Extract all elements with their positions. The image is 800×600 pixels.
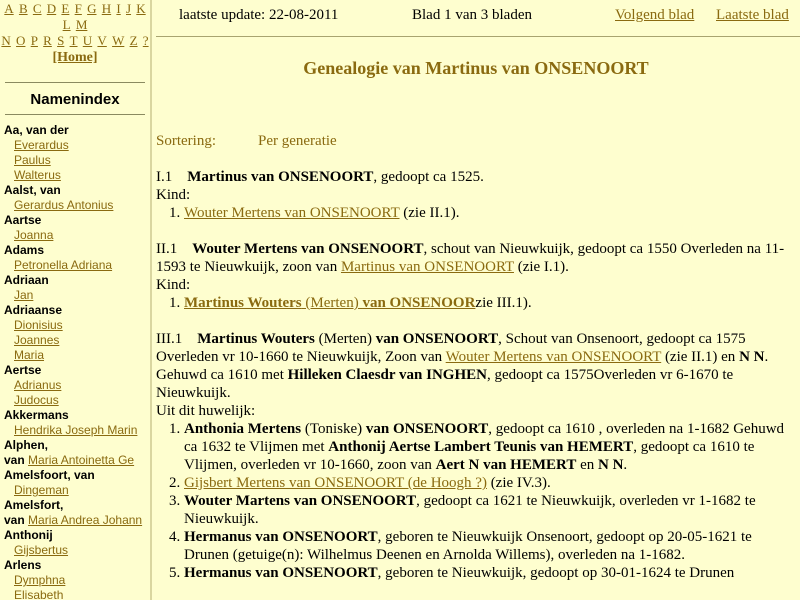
index-person-link[interactable]: Maria xyxy=(14,348,45,362)
marriage xyxy=(156,366,796,402)
index-family xyxy=(4,273,150,288)
index-person-link[interactable]: Joanna xyxy=(14,228,54,242)
index-family xyxy=(4,183,150,198)
letter-link-l[interactable]: L xyxy=(62,17,71,32)
kind-label: Kind: xyxy=(156,187,191,203)
index-person-link[interactable]: Elisabeth xyxy=(14,588,64,600)
list-item xyxy=(184,294,796,312)
main-content xyxy=(156,36,796,582)
letter-link-e[interactable]: E xyxy=(61,1,70,16)
child-surname: van ONSENOORT xyxy=(365,421,489,437)
index-person-link[interactable]: Paulus xyxy=(14,153,51,167)
child-name: Wouter Martens van ONSENOORT xyxy=(184,493,417,509)
child-link[interactable]: Wouter Mertens van ONSENOORT xyxy=(184,205,400,221)
father-link[interactable]: Wouter Mertens van ONSENOORT xyxy=(445,349,662,365)
index-family xyxy=(4,498,150,513)
index-family xyxy=(4,408,150,423)
children-list xyxy=(156,420,796,582)
letter-link-g[interactable]: G xyxy=(87,1,97,16)
family-name: Arlens xyxy=(4,558,42,572)
letter-link-u[interactable]: U xyxy=(82,33,93,48)
family-name: Aertse xyxy=(4,363,42,377)
person-details: , schout van Nieuwkuijk, gedoopt ca 1550 Overleden na 11-1593 te Nieuwkuijk, zoon van xyxy=(156,241,785,275)
list-item xyxy=(184,564,796,582)
child-ref: (zie IV.3). xyxy=(486,475,551,491)
father-ref: (zie II.1) en xyxy=(661,349,740,365)
index-given-item xyxy=(4,378,150,393)
spouse-mother: N N xyxy=(598,457,624,473)
person-nickname: (Merten) xyxy=(314,331,376,347)
child-link[interactable]: Gijsbert Mertens van ONSENOORT (de Hoogh ?) xyxy=(184,475,487,491)
index-family xyxy=(4,303,150,318)
person-details: , gedoopt ca 1525. xyxy=(373,169,484,185)
letter-link-n[interactable]: N xyxy=(1,33,11,48)
letter-link-w[interactable]: W xyxy=(112,33,125,48)
next-page-link[interactable]: Volgend blad xyxy=(615,7,695,23)
index-given-item xyxy=(4,543,150,558)
child-details: , gedoopt ca 1610 , overleden na 1-1682 Gehuwd ca 1632 te Vlijmen met xyxy=(184,421,785,455)
home-link-wrap xyxy=(0,50,150,66)
index-person-link[interactable]: Judocus xyxy=(14,393,59,407)
index-given-item xyxy=(4,333,150,348)
sorting-value: Per generatie xyxy=(258,133,337,149)
kind-label: Kind: xyxy=(156,277,191,293)
child-link-name: Martinus Wouters xyxy=(184,295,302,311)
index-person-link[interactable]: Maria Andrea Johann xyxy=(28,513,143,527)
top-bar xyxy=(156,0,800,37)
alphabet-row-1 xyxy=(0,1,150,33)
letter-link-s[interactable]: S xyxy=(57,33,65,48)
index-person-link[interactable]: Dingeman xyxy=(14,483,69,497)
entry-number: III.1 xyxy=(156,331,183,347)
index-given-item xyxy=(4,153,150,168)
family-name: Alphen, xyxy=(4,438,48,452)
entry-number: I.1 xyxy=(156,169,173,185)
letter-link-b[interactable]: B xyxy=(18,1,28,16)
spouse-details: , gedoopt ca 1575Overleden vr 6-1670 te Nieuwkuijk. xyxy=(156,367,734,401)
index-person-link[interactable]: Joannes xyxy=(14,333,60,347)
index-person-link[interactable]: Hendrika Joseph Marin xyxy=(14,423,138,437)
letter-link-k[interactable]: K xyxy=(136,1,146,16)
father-ref: (zie I.1). xyxy=(513,259,569,275)
child-link[interactable] xyxy=(184,295,475,311)
punct: . xyxy=(764,349,769,365)
index-family xyxy=(4,123,150,138)
sorting xyxy=(156,132,796,150)
list-item xyxy=(184,204,796,222)
left-frame xyxy=(0,0,152,600)
name-index-title: Namenindex xyxy=(30,91,120,108)
generation-entry xyxy=(156,240,796,276)
index-person-link[interactable]: Dymphna xyxy=(14,573,66,587)
generation-entry xyxy=(156,168,796,186)
child-link-surname: van ONSENOOR xyxy=(362,295,476,311)
index-family xyxy=(4,468,150,483)
spouse-name: Hilleken Claesdr van INGHEN xyxy=(287,367,487,383)
letter-link-d[interactable]: D xyxy=(46,1,57,16)
index-family xyxy=(4,243,150,258)
index-person-link[interactable]: Jan xyxy=(14,288,34,302)
child-details: , gedoopt ca 1610 te Vlijmen, overleden vr 10-1660, zoon van xyxy=(184,439,755,473)
list-item xyxy=(184,420,796,474)
last-page-link[interactable]: Laatste blad xyxy=(716,7,789,23)
index-given-item xyxy=(4,288,150,303)
letter-link-t[interactable]: T xyxy=(69,33,78,48)
index-given-item xyxy=(4,393,150,408)
index-person-link[interactable]: Everardus xyxy=(14,138,69,152)
entry-number: II.1 xyxy=(156,241,178,257)
name-index-list xyxy=(0,115,150,600)
page-title: Genealogie van Martinus van ONSENOORT xyxy=(303,58,649,78)
child-link-nickname: (Merten) xyxy=(301,295,363,311)
last-update: laatste update: 22-08-2011 xyxy=(179,7,339,23)
letter-link-i[interactable]: I xyxy=(116,1,121,16)
child-nickname: (Toniske) xyxy=(301,421,366,437)
index-person-link[interactable]: Adrianus xyxy=(14,378,62,392)
family-name: Aalst, van xyxy=(4,183,61,197)
list-item xyxy=(184,528,796,564)
index-family xyxy=(4,558,150,573)
family-name: Anthonij xyxy=(4,528,53,542)
family-name: Amelsfort, xyxy=(4,498,64,512)
child-name: Hermanus van ONSENOORT xyxy=(184,565,378,581)
divider xyxy=(5,82,145,83)
children-list xyxy=(156,294,796,312)
alphabet-nav xyxy=(0,0,150,49)
index-person-link[interactable]: Gijsbertus xyxy=(14,543,69,557)
index-family xyxy=(4,438,150,453)
index-given-item xyxy=(4,588,150,600)
index-family xyxy=(4,213,150,228)
person-name: Wouter Mertens van ONSENOORT xyxy=(192,241,424,257)
index-person-link[interactable]: Walterus xyxy=(14,168,61,182)
letter-link-f[interactable]: F xyxy=(74,1,82,16)
letter-link-v[interactable]: V xyxy=(97,33,107,48)
index-family xyxy=(4,363,150,378)
index-given-item xyxy=(4,228,150,243)
index-person-link[interactable]: Petronella Adriana xyxy=(14,258,113,272)
index-given-item xyxy=(4,258,150,273)
letter-link-a[interactable]: A xyxy=(4,1,14,16)
index-person-link[interactable]: Dionisius xyxy=(14,318,63,332)
index-given-item xyxy=(4,138,150,153)
punct: . xyxy=(623,457,628,473)
home-link[interactable]: [Home] xyxy=(52,50,98,65)
index-given-item xyxy=(4,573,150,588)
index-given-item xyxy=(4,318,150,333)
family-name: Adams xyxy=(4,243,45,257)
family-name: Amelsfoort, van xyxy=(4,468,95,482)
letter-link-m[interactable]: M xyxy=(75,17,88,32)
children-list xyxy=(156,204,796,222)
child-ref: (zie II.1). xyxy=(399,205,460,221)
page-indicator: Blad 1 van 3 bladen xyxy=(412,7,532,23)
sorting-label: Sortering: xyxy=(156,133,216,149)
person-details: , Schout van Onsenoort, gedoopt ca 1575 Overleden vr 10-1660 te Nieuwkuijk, Zoon van xyxy=(156,331,746,365)
family-name: Aa, van der xyxy=(4,123,69,137)
letter-link-r[interactable]: R xyxy=(43,33,52,48)
index-given-item xyxy=(4,198,150,213)
index-given-item xyxy=(4,423,150,438)
child-name: Hermanus van ONSENOORT xyxy=(184,529,378,545)
child-details: , gedoopt ca 1621 te Nieuwkuijk, overleden vr 1-1682 te Nieuwkuijk. xyxy=(184,493,756,527)
letter-link-z[interactable]: Z xyxy=(129,33,138,48)
index-given-item xyxy=(4,483,150,498)
family-name: Akkermans xyxy=(4,408,69,422)
list-item xyxy=(184,474,796,492)
letter-link-c[interactable]: C xyxy=(32,1,42,16)
index-family xyxy=(4,528,150,543)
family-name: Aartse xyxy=(4,213,42,227)
child-spouse: Anthonij Aertse Lambert Teunis van HEMERT xyxy=(328,439,634,455)
index-person-link[interactable]: Gerardus Antonius xyxy=(14,198,114,212)
family-name: Adriaanse xyxy=(4,303,63,317)
children-heading: Uit dit huwelijk: xyxy=(156,403,256,419)
conjunction: en xyxy=(576,457,598,473)
index-given-item xyxy=(4,168,150,183)
letter-link-j[interactable]: J xyxy=(125,1,132,16)
child-name: Anthonia Mertens xyxy=(184,421,302,437)
index-person-link[interactable]: Maria Antoinetta Ge xyxy=(28,453,135,467)
letter-link-o[interactable]: O xyxy=(16,33,26,48)
child-ref: zie III.1). xyxy=(475,295,532,311)
child-details: , geboren te Nieuwkuijk Onsenoort, gedoopt op 20-05-1621 te Drunen (getuige(n): Wilhelmus Deenen en Arnolda Willems), overleden na 1-1682. xyxy=(184,529,752,563)
generation-entry xyxy=(156,330,796,366)
father-link[interactable]: Martinus van ONSENOORT xyxy=(340,259,514,275)
letter-link-p[interactable]: P xyxy=(30,33,38,48)
person-name: Martinus Wouters xyxy=(197,331,315,347)
index-family xyxy=(4,513,150,528)
marriage-text: Gehuwd ca 1610 met xyxy=(156,367,288,383)
index-given-item xyxy=(4,348,150,363)
spouse-father: Aert N van HEMERT xyxy=(435,457,577,473)
index-family xyxy=(4,453,150,468)
letter-link-h[interactable]: H xyxy=(101,1,112,16)
child-details: , geboren te Nieuwkuijk, gedoopt op 30-01-1624 te Drunen xyxy=(377,565,735,581)
family-name: van xyxy=(4,513,25,527)
person-surname: van ONSENOORT xyxy=(375,331,499,347)
mother-name: N N xyxy=(739,349,765,365)
alphabet-row-2 xyxy=(0,33,150,49)
person-name: Martinus van ONSENOORT xyxy=(187,169,374,185)
letter-link-other[interactable]: ? xyxy=(142,33,149,48)
family-name: van xyxy=(4,453,25,467)
family-name: Adriaan xyxy=(4,273,49,287)
list-item xyxy=(184,492,796,528)
